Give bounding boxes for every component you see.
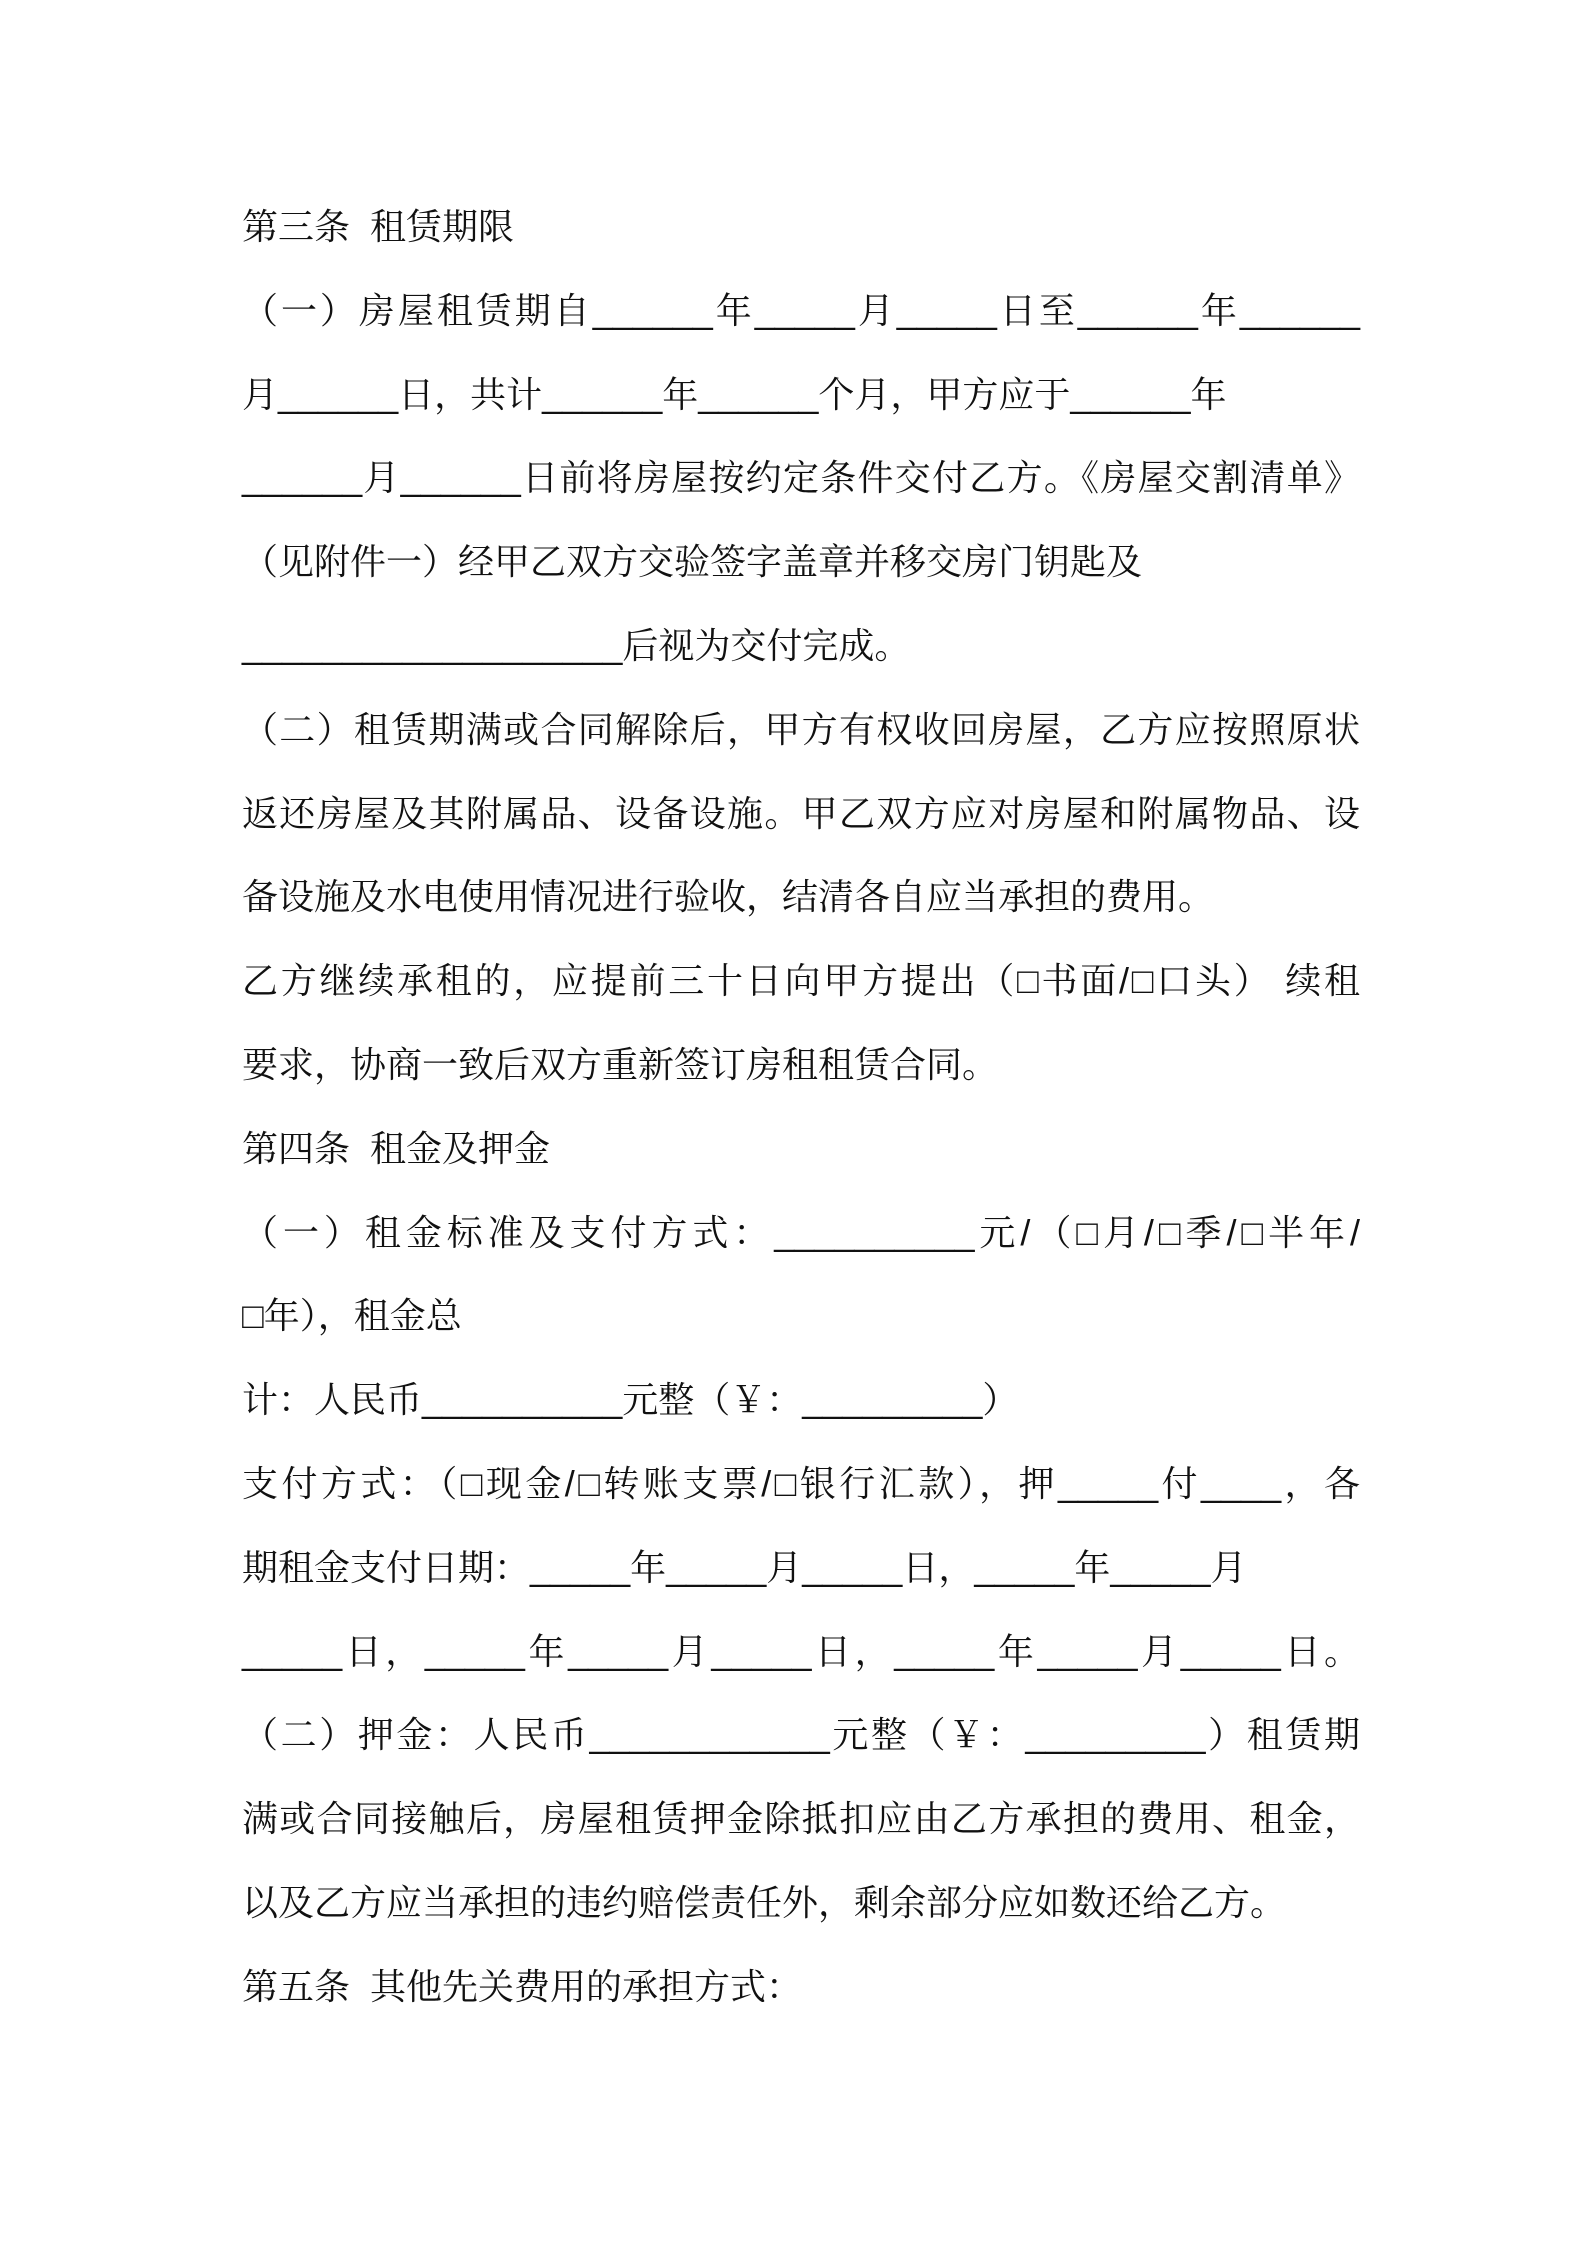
article-3-line: （二）租赁期满或合同解除后，甲方有权收回房屋，乙方应按照原状: [242, 708, 1360, 750]
article-4-line: （二）押金：人民币____________元整（￥：_________）租赁期: [242, 1714, 1360, 1756]
article-3-line: 月______日，共计______年______个月，甲方应于______年: [242, 373, 1227, 415]
article-3-line: 乙方继续承租的，应提前三十日向甲方提出（□书面/□口头） 续租: [242, 960, 1360, 1002]
article-4-line: □年），租金总: [242, 1295, 462, 1337]
article-4-line: （一）租金标准及支付方式：__________元/（□月/□季/□半年/: [242, 1211, 1360, 1253]
article-4-line: 满或合同接触后，房屋租赁押金除抵扣应由乙方承担的费用、租金，: [242, 1798, 1360, 1840]
article-3-line: ___________________后视为交付完成。: [242, 624, 911, 666]
article-4-line: 支付方式：（□现金/□转账支票/□银行汇款），押_____付____，各: [242, 1462, 1360, 1504]
article-3-line: 要求，协商一致后双方重新签订房租租赁合同。: [242, 1043, 999, 1085]
article-4-line: 以及乙方应当承担的违约赔偿责任外，剩余部分应如数还给乙方。: [242, 1881, 1287, 1923]
article-4-heading: 第四条 租金及押金: [242, 1127, 551, 1169]
article-3-line: 返还房屋及其附属品、设备设施。甲乙双方应对房屋和附属物品、设: [242, 792, 1360, 834]
article-4-line: 计：人民币__________元整（￥：_________）: [242, 1379, 1019, 1421]
article-4-line: 期租金支付日期：_____年_____月_____日，_____年_____月: [242, 1546, 1247, 1588]
article-3-line: ______月______日前将房屋按约定条件交付乙方。《房屋交割清单》: [242, 457, 1360, 499]
article-3-line: 备设施及水电使用情况进行验收，结清各自应当承担的费用。: [242, 876, 1215, 918]
article-5-heading: 第五条 其他先关费用的承担方式：: [242, 1965, 803, 2007]
article-3-line: （一）房屋租赁期自______年_____月_____日至______年______: [242, 289, 1360, 331]
article-3-heading: 第三条 租赁期限: [242, 206, 515, 247]
article-3-line: （见附件一）经甲乙双方交验签字盖章并移交房门钥匙及: [242, 541, 1143, 583]
article-4-line: _____日，_____年_____月_____日，_____年_____月_____日。: [242, 1630, 1360, 1672]
document-body: [242, 185, 1360, 2029]
